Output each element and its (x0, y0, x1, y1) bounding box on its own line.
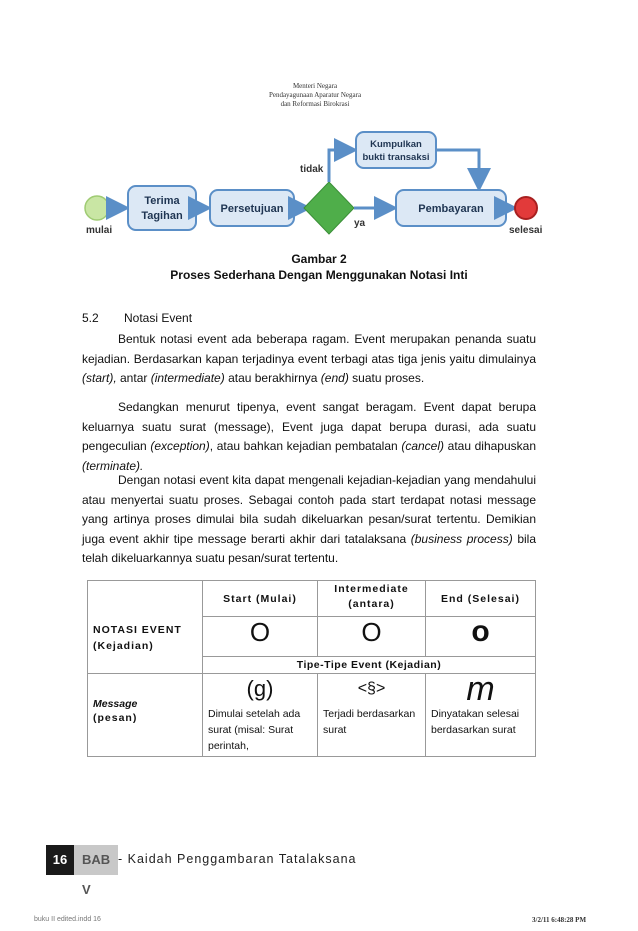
message-end-desc: Dinyatakan selesai berdasarkan surat (426, 704, 536, 757)
message-sublabel: (pesan) (93, 712, 138, 724)
task-kumpulkan-line2: bukti transaksi (362, 152, 430, 163)
no-label: tidak (300, 164, 324, 175)
yes-label: ya (354, 218, 366, 229)
col-end-header: End (Selesai) (426, 581, 536, 617)
task-kumpulkan-line1: Kumpulkan (370, 139, 422, 150)
figure-title: Gambar 2 (291, 252, 347, 266)
end-event-icon (515, 197, 537, 219)
event-notation-table (87, 580, 536, 757)
arrow-return (436, 150, 479, 186)
section-number: 5.2 (82, 311, 99, 325)
message-start-glyph: (g) (203, 674, 318, 705)
col-intermediate-header: Intermediate (antara) (318, 581, 426, 617)
end-event-glyph: o (426, 617, 536, 657)
arrow-no (329, 150, 352, 182)
paragraph-3: Dengan notasi event kita dapat mengenali kejadian-kejadian yang mendahului atau menyertai suatu proses. Sebagai contoh pada start terdapat notasi message yang artinya proses dimulai bila sudah dikeluarkan pesan/surat tertentu. Demikian juga event akhir tipe message berarti akhir dari tatalaksana (business process) bila telah dikeluarkannya suatu pesan/surat tertentu. (82, 473, 536, 565)
message-end-glyph: m (426, 674, 536, 705)
start-label: mulai (86, 225, 113, 236)
paragraph-1: Bentuk notasi event ada beberapa ragam. Event merupakan penanda suatu kejadian. Berdasarkan kapan terjadinya event terbagi atas tiga jenis yaitu dimulainya (start), antar (intermediate) atau berakhirnya (end) suatu proses. (82, 332, 536, 385)
intermediate-event-glyph: O (318, 617, 426, 657)
file-slug: buku II edited.indd 16 (34, 916, 101, 923)
chapter-title: - Kaidah Penggambaran Tatalaksana (118, 852, 357, 866)
task-terima-line2: Tagihan (141, 210, 183, 222)
page-number: 16 (46, 845, 74, 875)
section-title: Notasi Event (124, 311, 193, 325)
header-line-3: dan Reformasi Birokrasi (280, 100, 350, 108)
task-terima-tagihan (128, 186, 196, 230)
message-intermediate-desc: Terjadi berdasarkan surat (318, 704, 426, 757)
col-start-header: Start (Mulai) (203, 581, 318, 617)
row-header-line2: (Kejadian) (93, 640, 154, 652)
paragraph-2: Sedangkan menurut tipenya, event sangat beragam. Event dapat berupa keluarnya suatu surat (message), Event juga dapat berupa durasi, ada suatu pengeculian (exception), atau bahkan kejadian pembatalan (cancel) atau dihapuskan (terminate). (82, 400, 536, 473)
start-event-glyph: O (203, 617, 318, 657)
gateway-icon (304, 182, 354, 234)
task-persetujuan-label: Persetujuan (220, 203, 284, 215)
row-header-line1: NOTASI EVENT (93, 624, 182, 636)
message-row-header (88, 674, 203, 757)
message-intermediate-glyph: <§> (318, 674, 426, 705)
start-event-icon (85, 196, 109, 220)
page-header (200, 82, 430, 109)
process-diagram (84, 120, 544, 240)
row-header-cell (88, 581, 203, 674)
figure-subtitle: Proses Sederhana Dengan Menggunakan Notasi Inti (170, 268, 468, 282)
message-label: Message (93, 698, 138, 710)
end-label: selesai (509, 225, 543, 236)
types-label: Tipe-Tipe Event (Kejadian) (203, 657, 536, 674)
task-terima-line1: Terima (144, 195, 180, 207)
chapter-label: BAB V (74, 845, 118, 875)
header-line-1: Menteri Negara (292, 82, 338, 90)
print-timestamp: 3/2/11 6:48:28 PM (532, 916, 587, 924)
task-pembayaran-label: Pembayaran (418, 203, 484, 215)
message-start-desc: Dimulai setelah ada surat (misal: Surat perintah, (203, 704, 318, 757)
header-line-2: Pendayagunaan Aparatur Negara (268, 91, 362, 99)
